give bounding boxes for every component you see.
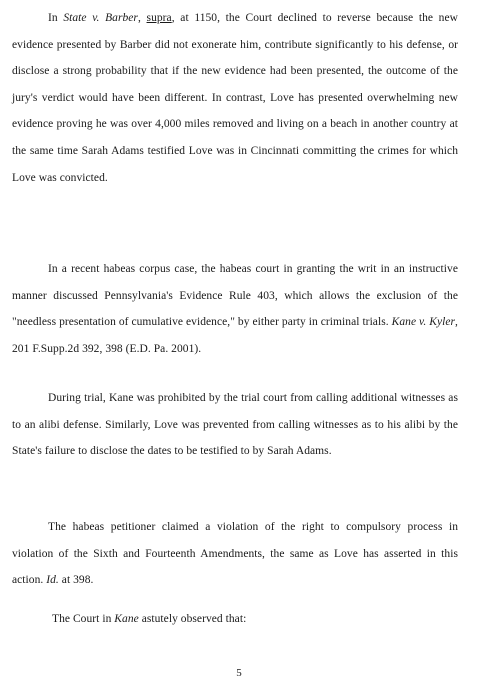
paragraph-text: ,: [137, 12, 147, 24]
paragraph-kane-habeas: [12, 256, 458, 362]
case-name-kane: Kane: [114, 613, 139, 625]
paragraph-compulsory-process: [12, 514, 458, 594]
paragraph-text: , at 1150, the Court declined to reverse because the new evidence presented by Barber did not exonerate him, contribute significantly to his defense, or disclose a strong probability that if the new evidence had been presented, the outcome of the jury's verdict would have been different. In contrast, Love has presented overwhelming new evidence proving he was over 4,000 miles removed and living on a beach in another country at the same time Sarah Adams testified Love was in Cincinnati committing the crimes for which Love was convicted.: [12, 12, 458, 184]
paragraph-text: In a recent habeas corpus case, the habeas court in granting the writ in an instructive manner discussed Pennsylvania's Evidence Rule 403, which allows the exclusion of the "needless presentation of cumulative evidence," by either party in criminal trials.: [12, 263, 458, 329]
paragraph-text: astutely observed that:: [138, 613, 247, 625]
paragraph-barber-comparison: [12, 5, 458, 191]
case-citation-kane-v-kyler: Kane v. Kyler: [391, 316, 456, 329]
paragraph-text: The habeas petitioner claimed a violation of the right to compulsory process in violation of the Sixth and Fourteenth Amendments, the same as Love has asserted in this action.: [12, 521, 458, 587]
paragraph-text: During trial, Kane was prohibited by the trial court from calling additional witnesses as to an alibi defense. Similarly, Love was prevented from calling witnesses as to his alibi by the State's failure to disclose the dates to be testified to by Sarah Adams.: [12, 392, 458, 458]
page-number: 5: [236, 667, 242, 679]
paragraph-text: at 398.: [58, 574, 94, 587]
paragraph-kane-observed: [52, 606, 452, 633]
paragraph-text: In: [48, 12, 64, 24]
paragraph-text: The Court in: [52, 613, 115, 625]
paragraph-trial-witnesses: [12, 385, 458, 465]
supra-reference: supra: [146, 12, 172, 24]
citation-reporter: , 201 F.Supp.2d 392, 398 (E.D. Pa. 2001).: [12, 316, 458, 355]
case-citation-state-v-barber: State v. Barber: [63, 12, 138, 24]
id-citation: Id.: [46, 574, 59, 587]
